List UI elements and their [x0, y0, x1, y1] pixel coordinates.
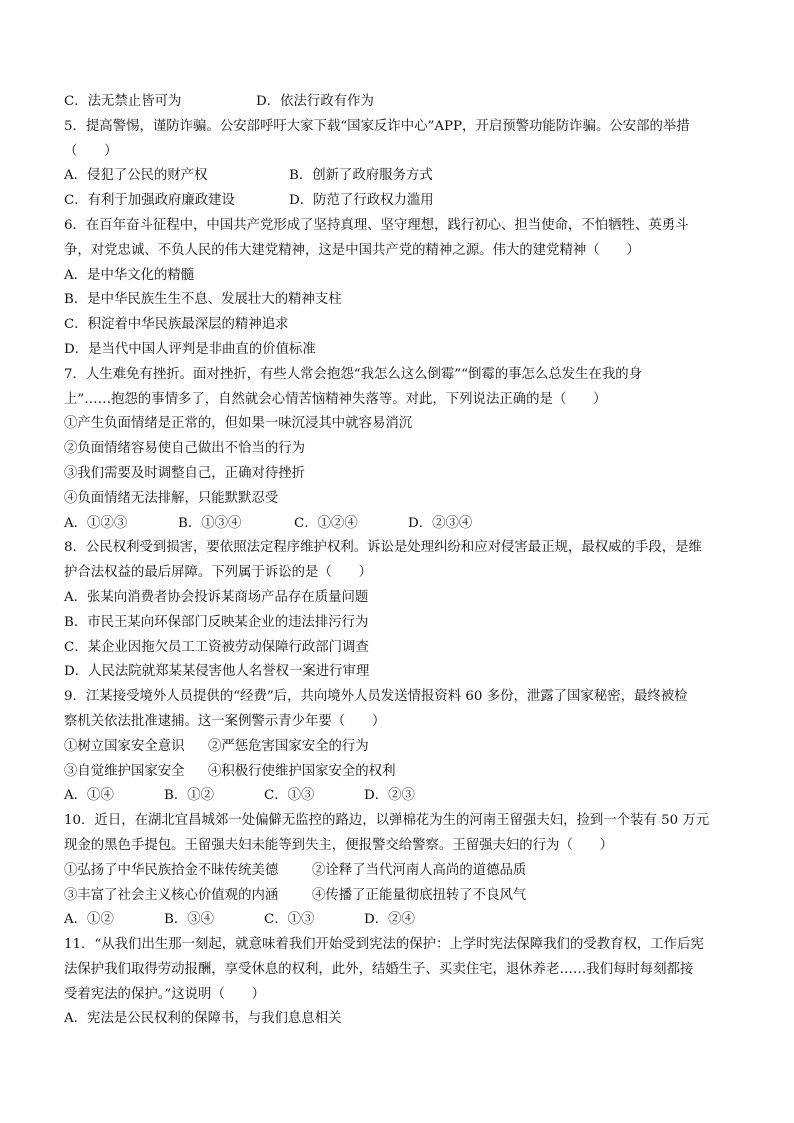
statement-1: ①产生负面情绪是正常的，但如果一味沉浸其中就容易消沉 [64, 416, 413, 432]
option-b: B．①② [164, 788, 215, 804]
question-10-text: 现金的黑色手提包。王留强夫妇未能等到失主，便报警交给警察。王留强夫妇的行为（ ） [64, 837, 614, 853]
statement-4: ④积极行使维护国家安全的权利 [208, 763, 396, 779]
statement-2: ②负面情绪容易使自己做出不恰当的行为 [64, 441, 306, 457]
option-c: C．积淀着中华民族最深层的精神追求 [64, 317, 289, 333]
question-8-text: 护合法权益的最后屏障。下列属于诉讼的是（ ） [64, 565, 372, 581]
question-6-text: 6．在百年奋斗征程中，中国共产党形成了坚持真理、坚守理想，践行初心、担当使命，不怕牺牲、英勇斗 [64, 217, 689, 233]
option-row [64, 784, 744, 809]
statement-2: ②严惩危害国家安全的行为 [208, 738, 369, 754]
option-d: D．防范了行政权力滥用 [289, 193, 434, 209]
answer-bracket: （ ） [64, 143, 118, 159]
question-9-text: 9．江某接受境外人员提供的“经费”后，共向境外人员发送情报资料 60 多份，泄露了国家秘密，最终被检 [64, 689, 688, 705]
question-11-text: 受着宪法的保护。”这说明（ ） [64, 986, 266, 1002]
statement-3: ③丰富了社会主义核心价值观的内涵 [64, 887, 279, 903]
option-row [64, 908, 744, 933]
question-10-text: 10．近日，在湖北宜昌城郊一处偏僻无监控的路边，以弹棉花为生的河南王留强夫妇，捡到一个装有 50 万元 [64, 813, 710, 829]
option-row [64, 512, 744, 537]
option-d: D．依法行政有作为 [256, 94, 374, 109]
option-b: B．创新了政府服务方式 [289, 168, 433, 184]
option-a: A．张某向消费者协会投诉某商场产品存在质量问题 [64, 589, 369, 605]
option-b: B．①③④ [178, 515, 242, 531]
option-c: C．法无禁止皆可为 [64, 94, 182, 109]
question-7-text: 7．人生难免有挫折。面对挫折，有些人常会抱怨“我怎么这么倒霉”“倒霉的事怎么总发生在我的身 [64, 366, 643, 382]
option-c: C．某企业因拖欠员工工资被劳动保障行政部门调查 [64, 639, 369, 655]
option-c: C．①②④ [294, 515, 358, 531]
option-d: D．是当代中国人评判是非曲直的价值标准 [64, 341, 316, 357]
option-row [64, 164, 744, 189]
statement-1: ①树立国家安全意识 [64, 738, 185, 754]
question-11-text: 法保护我们取得劳动报酬，享受休息的权利，此外，结婚生子、买卖住宅，退休养老……我们每时每刻都接 [64, 961, 694, 977]
exam-page [64, 90, 744, 1032]
statement-1: ①弘扬了中华民族拾金不昧传统美德 [64, 862, 279, 878]
statement-row [64, 859, 744, 884]
statement-row [64, 735, 744, 760]
statement-3: ③我们需要及时调整自己，正确对待挫折 [64, 465, 306, 481]
option-a: A．①②③ [64, 515, 128, 531]
statement-3: ③自觉维护国家安全 [64, 763, 185, 779]
question-9-text: 察机关依法批准逮捕。这一案例警示青少年要（ ） [64, 713, 386, 729]
statement-4: ④传播了正能量彻底扭转了不良风气 [312, 887, 527, 903]
option-a: A．侵犯了公民的财产权 [64, 168, 208, 184]
option-a: A．①④ [64, 788, 114, 804]
statement-4: ④负面情绪无法排解，只能默默忍受 [64, 490, 279, 506]
option-b: B．是中华民族生生不息、发展壮大的精神支柱 [64, 292, 342, 308]
option-c: C．有利于加强政府廉政建设 [64, 193, 235, 209]
option-c: C．①③ [264, 788, 315, 804]
option-row [64, 90, 744, 115]
option-a: A．宪法是公民权利的保障书，与我们息息相关 [64, 1011, 342, 1027]
question-8-text: 8．公民权利受到损害，要依照法定程序维护权利。诉讼是处理纠纷和应对侵害最正规，最权威的手段，是维 [64, 540, 702, 556]
option-b: B．③④ [164, 912, 215, 928]
option-a: A．①② [64, 912, 114, 928]
question-7-text: 上”……抱怨的事情多了，自然就会心情苦恼精神失落等。对此，下列说法正确的是（ ） [64, 391, 607, 407]
question-5-text: 5．提高警惕，谨防诈骗。公安部呼吁大家下载“国家反诈中心”APP，开启预警功能防诈骗。公安部的举措 [64, 118, 690, 134]
question-11-text: 11．“从我们出生那一刻起，就意味着我们开始受到宪法的保护：上学时宪法保障我们的受教育权，工作后宪 [64, 937, 704, 953]
option-d: D．②③ [364, 788, 415, 804]
option-a: A．是中华文化的精髓 [64, 267, 195, 283]
statement-row [64, 760, 744, 785]
statement-row [64, 884, 744, 909]
option-c: C．①③ [264, 912, 315, 928]
option-d: D．②④ [364, 912, 415, 928]
option-row [64, 189, 744, 214]
statement-2: ②诠释了当代河南人高尚的道德品质 [312, 862, 527, 878]
option-b: B．市民王某向环保部门反映某企业的违法排污行为 [64, 614, 369, 630]
question-6-text: 争，对党忠诚、不负人民的伟大建党精神，这是中国共产党的精神之源。伟大的建党精神（ ） [64, 242, 640, 258]
option-d: D．人民法院就郑某某侵害他人名誉权一案进行审理 [64, 664, 370, 680]
option-d: D．②③④ [408, 515, 473, 531]
